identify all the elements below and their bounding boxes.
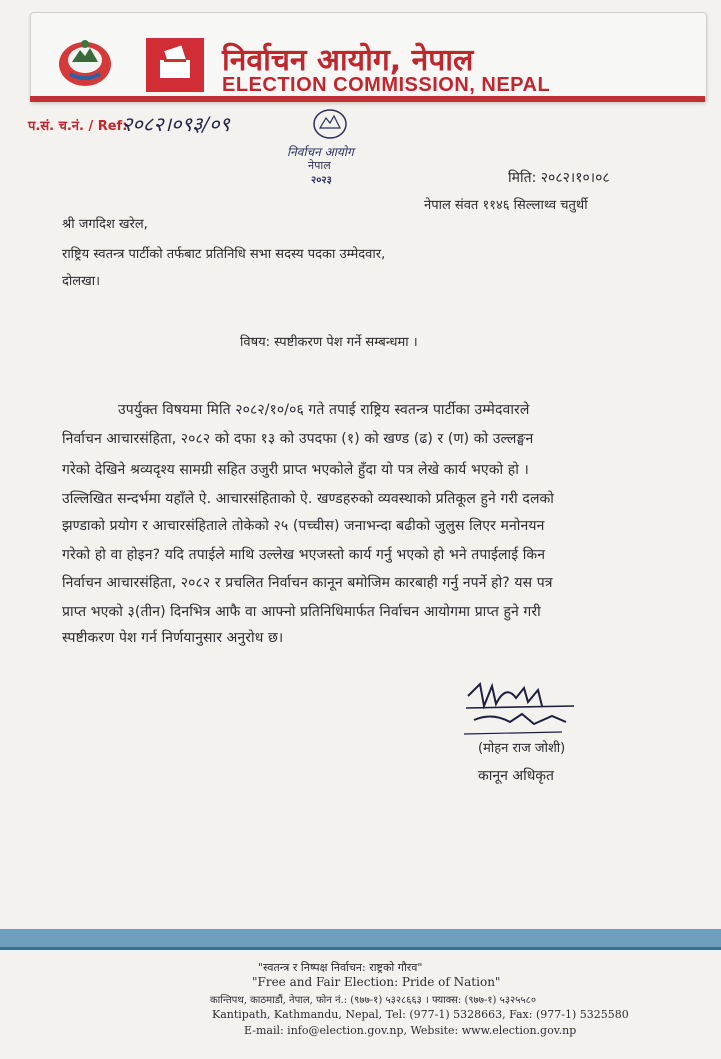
body-line: उल्लिखित सन्दर्भमा यहाँले ऐ. आचारसंहिताको ऐ. खण्डहरुको व्यवस्थाको प्रतिकूल हुने गरी दलको (62, 491, 555, 507)
footer-motto-english: "Free and Fair Election: Pride of Nation" (252, 975, 501, 989)
body-line: स्पष्टीकरण पेश गर्न निर्णयानुसार अनुरोध छ। (62, 630, 284, 646)
letter-date: मिति: २०८२।१०।०८ (508, 170, 610, 186)
seal-text-year: २०२३ (311, 175, 332, 186)
letter-subject: विषय: स्पष्टीकरण पेश गर्ने सम्बन्धमा । (240, 335, 418, 350)
signatory-name: (मोहन राज जोशी) (478, 741, 566, 756)
addressee-name: श्री जगदिश खरेल, (62, 217, 148, 232)
signatory-title: कानून अधिकृत (478, 768, 555, 784)
footer-blue-bar (0, 929, 721, 949)
seal-text-commission: निर्वाचन आयोग (287, 145, 354, 159)
nepal-sambat-date: नेपाल संवत ११४६ सिल्लाथ्व चतुर्थी (424, 198, 588, 213)
body-line: गरेको देखिने श्रव्यदृश्य सामग्री सहित उजुरी प्राप्त भएकोले हुँदा यो पत्र लेखे कार्य भएको हो । (62, 462, 529, 478)
body-line: निर्वाचन आचारसंहिता, २०८२ र प्रचलित निर्वाचन कानून बमोजिम कारबाही गर्नु नपर्ने हो? यस पत्र (62, 575, 553, 591)
footer-address-english: Kantipath, Kathmandu, Nepal, Tel: (977-1) 5328663, Fax: (977-1) 5325580 (212, 1008, 629, 1021)
reference-number: २०८२।०९३/०९ (122, 112, 230, 136)
letterhead-title-english: ELECTION COMMISSION, NEPAL (222, 74, 551, 96)
handwritten-signature (462, 676, 582, 738)
ballot-box-logo (146, 38, 204, 92)
nepal-emblem-icon (54, 36, 116, 88)
body-line: झण्डाको प्रयोग र आचारसंहिताले तोकेको २५ (पच्चीस) जनाभन्दा बढीको जुलुस लिएर मनोनयन (62, 518, 545, 534)
footer-motto-nepali: "स्वतन्त्र र निष्पक्ष निर्वाचन: राष्ट्रको गौरव" (258, 961, 423, 974)
body-line: निर्वाचन आचारसंहिता, २०८२ को दफा १३ को उपदफा (१) को खण्ड (ढ) र (ण) को उल्लङ्घन (62, 431, 534, 447)
footer-dark-rule (0, 947, 721, 950)
footer-address-nepali: कान्तिपथ, काठमाडौं, नेपाल, फोन नं.: (९७७-१) ५३२८६६३ । फ्याक्स: (९७७-१) ५३२५५८० (210, 995, 537, 1006)
footer-contact: E-mail: info@election.gov.np, Website: www.election.gov.np (244, 1024, 577, 1037)
seal-text-nepal: नेपाल (308, 159, 331, 172)
addressee-district: दोलखा। (62, 274, 101, 289)
body-line: प्राप्त भएको ३(तीन) दिनभित्र आफै वा आफ्नो प्रतिनिधिमार्फत निर्वाचन आयोगमा प्राप्त हुने गरी (62, 604, 541, 620)
reference-label: प.सं. च.नं. / Ref: (28, 119, 128, 134)
body-line: उपर्युक्त विषयमा मिति २०८२/१०/०६ गते तपाई राष्ट्रिय स्वतन्त्र पार्टीका उम्मेदवारले (118, 402, 530, 418)
addressee-designation: राष्ट्रिय स्वतन्त्र पार्टीको तर्फबाट प्रतिनिधि सभा सदस्य पदका उम्मेदवार, (62, 247, 386, 262)
letterhead-title-nepali: निर्वाचन आयोग, नेपाल (222, 43, 474, 78)
ballot-icon (146, 38, 204, 92)
body-line: गरेको हो वा होइन? यदि तपाईले माथि उल्लेख भएजस्तो कार्य गर्नु भएको हो भने तपाईलाई किन (62, 547, 546, 563)
